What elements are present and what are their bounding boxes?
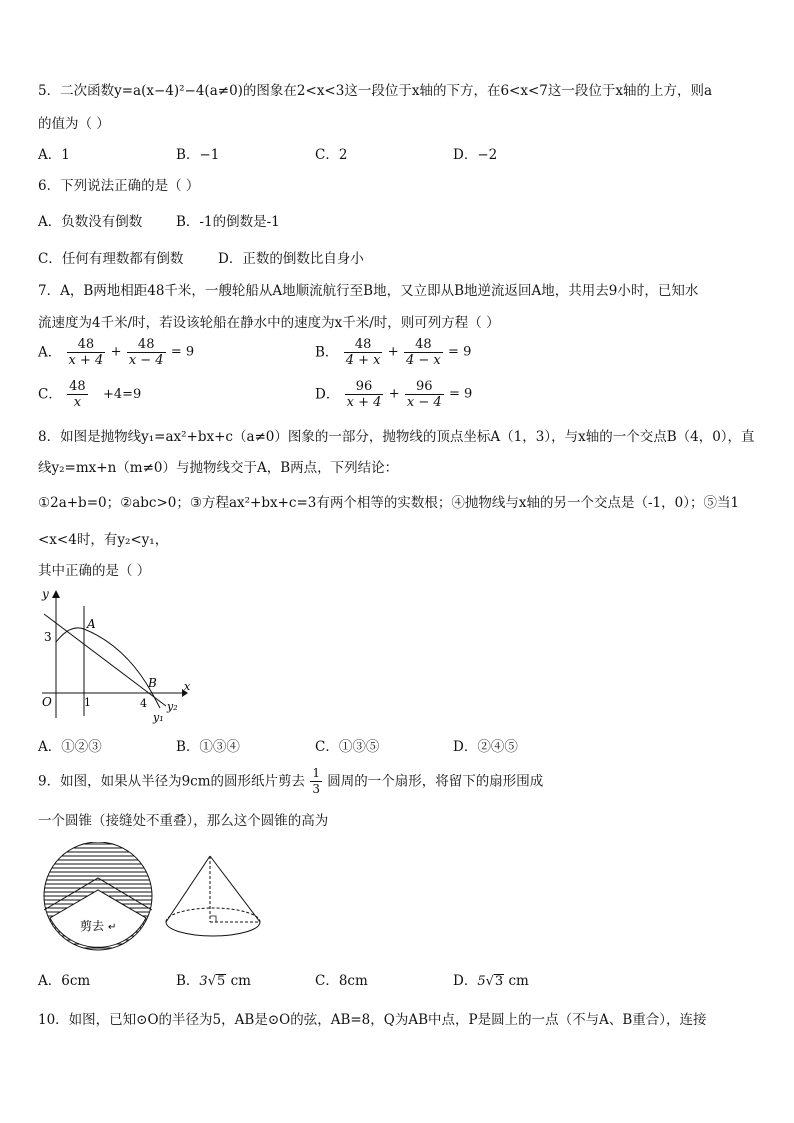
unit: cm xyxy=(230,973,251,989)
frac-den: 3 xyxy=(312,782,320,796)
q8-option-b: B．①③④ xyxy=(176,739,240,755)
frac-den: x − 4 xyxy=(406,395,442,410)
q7-b-frac2 xyxy=(404,337,443,368)
cut-label: 剪去 xyxy=(80,919,105,933)
label-A: A xyxy=(87,617,96,631)
q7-option-d-label: D． xyxy=(315,386,340,403)
q9-stem-line1 xyxy=(38,766,543,797)
label-y: y xyxy=(42,587,49,601)
q6-option-c: C．任何有理数都有倒数 xyxy=(38,251,184,267)
coef: 3 xyxy=(199,974,208,989)
q7-stem-line2: 流速度为4千米/时，若设该轮船在静水中的速度为x千米/时，则可列方程（ ） xyxy=(38,315,500,331)
rest: +4=9 xyxy=(102,386,142,402)
q7-d-frac1 xyxy=(345,379,384,410)
sqrt-sign: √ xyxy=(485,974,494,989)
q7-b-frac1 xyxy=(344,337,383,368)
q8-option-d: D．②④⑤ xyxy=(453,739,518,755)
label-B: B xyxy=(148,676,157,690)
op: + xyxy=(388,386,400,402)
frac-num: 48 xyxy=(415,337,432,352)
q7-d-frac2 xyxy=(405,379,444,410)
q7-stem-line1: 7．A，B两地相距48千米，一艘轮船从A地顺流航行至B地，又立即从B地逆流返回A地，共用去9小时，已知水 xyxy=(38,283,699,299)
q8-parabola-figure xyxy=(36,586,196,726)
frac-den: x + 4 xyxy=(346,395,382,410)
frac-den: x xyxy=(67,394,88,410)
q7-a-frac2 xyxy=(127,337,166,368)
sqrt-sign: √ xyxy=(207,974,216,989)
q8-stem-line3: ①2a+b=0；②abc>0；③方程ax²+bx+c=3有两个相等的实数根；④抛物线与x轴的另一个交点是（-1，0）；⑤当1 xyxy=(38,495,740,511)
frac-den: 4 − x xyxy=(405,353,441,368)
q7-option-c-label: C． xyxy=(38,386,62,403)
frac-den: x + 4 xyxy=(68,353,104,368)
radicand: 5 xyxy=(217,974,226,989)
q5-option-b: B．−1 xyxy=(176,147,220,163)
cone-base-front xyxy=(166,922,260,936)
frac-num: 96 xyxy=(355,379,373,394)
q9-text-pre: 9．如图，如果从半径为9cm的圆形纸片剪去 xyxy=(38,773,306,790)
return-mark-icon: ↵ xyxy=(108,922,117,933)
op: + xyxy=(387,344,399,360)
radicand: 3 xyxy=(494,974,504,989)
q9-text-post: 圆周的一个扇形，将留下的扇形围成 xyxy=(327,773,544,790)
q8-stem-line2: 线y₂=mx+n（m≠0）与抛物线交于A，B两点，下列结论： xyxy=(38,460,399,476)
unit: cm xyxy=(508,973,529,989)
cone-base-back xyxy=(166,908,260,922)
parabola-y1 xyxy=(56,628,160,708)
q5-option-c: C．2 xyxy=(315,147,348,163)
q9-option-d-label: D． xyxy=(453,973,478,989)
q6-stem: 6．下列说法正确的是（ ） xyxy=(38,178,200,194)
q10-stem-line1: 10．如图，已知⊙O的半径为5，AB是⊙O的弦，AB=8，Q为AB中点，P是圆上的一点（不与A、B重合），连接 xyxy=(38,1012,707,1028)
label-y2: y₂ xyxy=(167,700,178,713)
q9-option-b xyxy=(176,972,251,991)
q7-a-frac1 xyxy=(67,337,106,368)
q7-option-a xyxy=(38,337,194,368)
q8-stem-line5: 其中正确的是（ ） xyxy=(38,563,151,579)
q9-stem-line2: 一个圆锥（接缝处不重叠），那么这个圆锥的高为 xyxy=(38,813,329,829)
q9-cone-figure xyxy=(160,850,270,942)
q9-fraction xyxy=(310,766,322,797)
frac-num: 48 xyxy=(69,379,86,394)
label-three: 3 xyxy=(44,630,52,644)
coef: 5 xyxy=(477,974,486,989)
frac-num: 96 xyxy=(416,379,433,394)
label-one: 1 xyxy=(84,696,91,709)
q7-option-d xyxy=(315,379,472,410)
q7-option-c xyxy=(38,379,141,410)
q8-stem-line4: <x<4时，有y₂<y₁， xyxy=(38,532,169,548)
line-y2 xyxy=(44,614,166,706)
q6-option-d: D．正数的倒数比自身小 xyxy=(218,251,364,267)
frac-num: 48 xyxy=(77,337,95,352)
y-axis-arrow-icon xyxy=(52,590,60,598)
q7-option-b-label: B． xyxy=(315,344,339,361)
frac-num: 48 xyxy=(354,337,372,352)
q6-option-b: B．-1的倒数是-1 xyxy=(176,214,280,230)
cone-right-edge xyxy=(210,856,260,922)
label-four: 4 xyxy=(140,697,147,710)
rhs: = 9 xyxy=(170,344,195,360)
q5-stem-line2: 的值为（ ） xyxy=(38,116,110,132)
frac-den: x − 4 xyxy=(128,353,164,368)
q8-option-c: C．①③⑤ xyxy=(315,739,380,755)
frac-num: 1 xyxy=(312,766,320,780)
q7-option-b xyxy=(315,337,471,368)
q7-option-a-label: A． xyxy=(38,344,62,361)
label-O: O xyxy=(42,695,52,709)
op: + xyxy=(110,344,122,360)
rhs: = 9 xyxy=(448,344,472,360)
q8-option-a: A．①②③ xyxy=(38,739,102,755)
frac-num: 48 xyxy=(137,337,155,352)
q9-option-a: A．6cm xyxy=(38,973,91,989)
q6-option-a: A．负数没有倒数 xyxy=(38,214,143,230)
q9-option-d xyxy=(453,972,529,991)
right-angle-mark xyxy=(210,916,216,922)
label-y1: y₁ xyxy=(153,711,164,724)
q5-stem-line1: 5．二次函数y=a(x−4)²−4(a≠0)的图象在2<x<3这一段位于x轴的下方，在6<x<7这一段位于x轴的上方，则a xyxy=(38,83,713,99)
q5-option-d: D．−2 xyxy=(453,147,498,163)
rhs: = 9 xyxy=(448,386,473,402)
q7-c-frac1 xyxy=(67,379,88,410)
label-x: x xyxy=(184,680,191,693)
q9-circle-figure xyxy=(38,842,158,952)
q5-option-a: A．1 xyxy=(38,147,70,163)
q9-option-c: C．8cm xyxy=(315,973,368,989)
q8-stem-line1: 8．如图是抛物线y₁=ax²+bx+c（a≠0）图象的一部分，抛物线的顶点坐标A（1，3），与x轴的一个交点B（4，0），直 xyxy=(38,429,755,445)
q9-option-b-label: B． xyxy=(176,973,200,989)
frac-den: 4 + x xyxy=(345,353,381,368)
cone-left-edge xyxy=(166,856,210,922)
